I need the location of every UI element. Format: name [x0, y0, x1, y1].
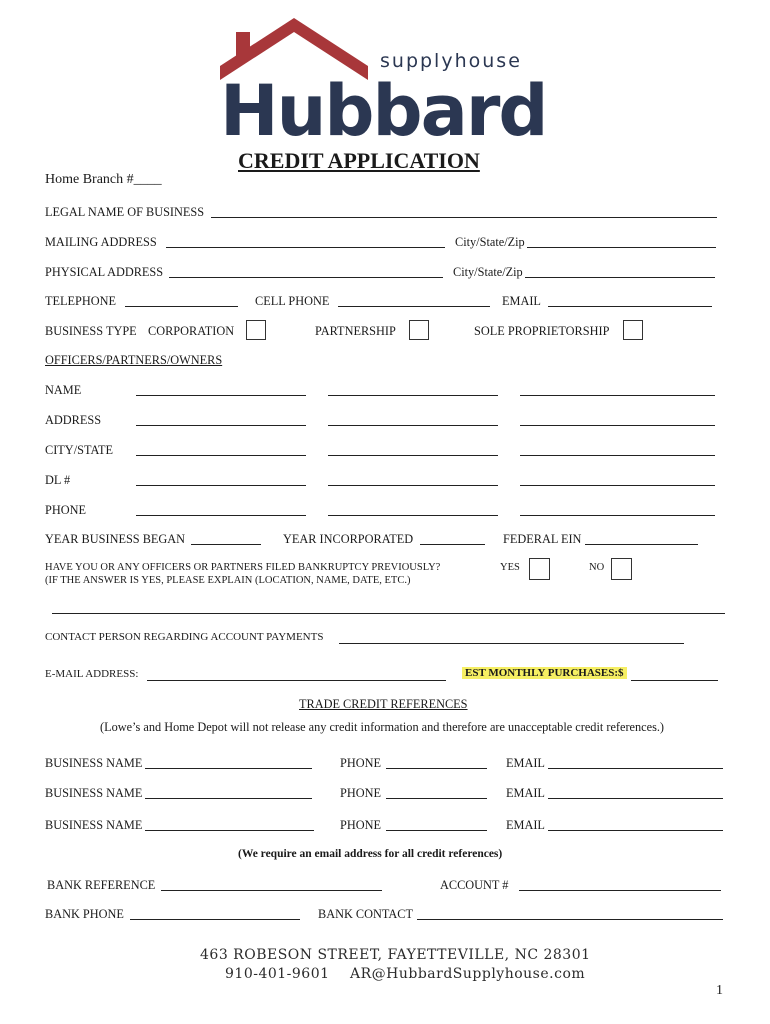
- contact-email-label: E-MAIL ADDRESS:: [45, 668, 139, 680]
- home-branch-label: Home Branch #____: [45, 172, 162, 187]
- officer-address-field-2[interactable]: [328, 425, 498, 426]
- footer-phone: 910-401-9601: [225, 966, 330, 982]
- contact-person-field[interactable]: [339, 643, 684, 644]
- trade-refs-heading: TRADE CREDIT REFERENCES: [299, 697, 468, 711]
- telephone-field[interactable]: [125, 306, 238, 307]
- federal-ein-field[interactable]: [585, 544, 698, 545]
- logo-brand: Hubbard: [220, 70, 547, 152]
- contact-email-field[interactable]: [147, 680, 446, 681]
- bank-contact-label: BANK CONTACT: [318, 907, 414, 921]
- footer-address: 463 ROBESON STREET, FAYETTEVILLE, NC 28301: [200, 947, 591, 963]
- footer-email: AR@HubbardSupplyhouse.com: [350, 966, 586, 982]
- sole-proprietorship-checkbox[interactable]: [623, 320, 643, 340]
- bank-reference-label: BANK REFERENCE: [47, 878, 156, 892]
- bank-phone-field[interactable]: [130, 919, 300, 920]
- officer-city-field-2[interactable]: [328, 455, 498, 456]
- email-field[interactable]: [548, 306, 712, 307]
- ref-business-name-label-3: BUSINESS NAME: [45, 818, 143, 832]
- logo-tagline: supplyhouse: [380, 50, 522, 72]
- company-logo: [220, 18, 550, 152]
- officer-dl-field-3[interactable]: [520, 485, 715, 486]
- account-number-label: ACCOUNT #: [440, 878, 509, 892]
- officer-phone-label: PHONE: [45, 503, 86, 517]
- officer-name-field-3[interactable]: [520, 395, 715, 396]
- partnership-label: PARTNERSHIP: [315, 324, 396, 338]
- bankruptcy-explanation-field[interactable]: [52, 613, 725, 614]
- officer-city-label: CITY/STATE: [45, 443, 114, 457]
- officer-address-field-3[interactable]: [520, 425, 715, 426]
- bank-contact-field[interactable]: [417, 919, 723, 920]
- email-label: EMAIL: [502, 294, 541, 308]
- est-purchases-label: EST MONTHLY PURCHASES:$: [462, 667, 627, 679]
- officer-phone-field-3[interactable]: [520, 515, 715, 516]
- bank-phone-label: BANK PHONE: [45, 907, 124, 921]
- bank-reference-field[interactable]: [161, 890, 382, 891]
- mailing-address-label: MAILING ADDRESS: [45, 235, 157, 249]
- ref-business-name-label-2: BUSINESS NAME: [45, 786, 143, 800]
- mailing-address-field[interactable]: [166, 247, 445, 248]
- ref-phone-label-3: PHONE: [340, 818, 381, 832]
- officer-dl-label: DL #: [45, 473, 71, 487]
- ref-email-field-3[interactable]: [548, 830, 723, 831]
- email-required-note: (We require an email address for all credit references): [238, 848, 503, 860]
- ref-business-name-label-1: BUSINESS NAME: [45, 756, 143, 770]
- officer-dl-field-1[interactable]: [136, 485, 306, 486]
- officers-heading: OFFICERS/PARTNERS/OWNERS: [45, 353, 223, 367]
- page-number: 1: [716, 983, 723, 998]
- bankruptcy-yes-checkbox[interactable]: [529, 558, 550, 580]
- officer-phone-field-2[interactable]: [328, 515, 498, 516]
- ref-phone-field-3[interactable]: [386, 830, 487, 831]
- bankruptcy-question: HAVE YOU OR ANY OFFICERS OR PARTNERS FILED BANKRUPTCY PREVIOUSLY?: [45, 562, 441, 573]
- year-incorporated-field[interactable]: [420, 544, 485, 545]
- officer-name-field-1[interactable]: [136, 395, 306, 396]
- account-number-field[interactable]: [519, 890, 721, 891]
- ref-business-name-field-2[interactable]: [145, 798, 312, 799]
- partnership-checkbox[interactable]: [409, 320, 429, 340]
- corporation-checkbox[interactable]: [246, 320, 266, 340]
- physical-address-field[interactable]: [169, 277, 443, 278]
- ref-phone-label-1: PHONE: [340, 756, 381, 770]
- telephone-label: TELEPHONE: [45, 294, 117, 308]
- cell-phone-field[interactable]: [338, 306, 490, 307]
- legal-name-field[interactable]: [211, 217, 717, 218]
- year-incorporated-label: YEAR INCORPORATED: [283, 532, 414, 546]
- ref-email-field-2[interactable]: [548, 798, 723, 799]
- ref-email-label-2: EMAIL: [506, 786, 545, 800]
- cell-phone-label: CELL PHONE: [255, 294, 330, 308]
- contact-person-label: CONTACT PERSON REGARDING ACCOUNT PAYMENTS: [45, 631, 324, 643]
- officer-city-field-1[interactable]: [136, 455, 306, 456]
- officer-phone-field-1[interactable]: [136, 515, 306, 516]
- ref-phone-field-1[interactable]: [386, 768, 487, 769]
- officer-name-field-2[interactable]: [328, 395, 498, 396]
- business-type-label: BUSINESS TYPE: [45, 324, 137, 338]
- physical-city-field[interactable]: [525, 277, 715, 278]
- est-purchases-field[interactable]: [631, 680, 718, 681]
- officer-dl-field-2[interactable]: [328, 485, 498, 486]
- year-began-field[interactable]: [191, 544, 261, 545]
- mailing-city-field[interactable]: [527, 247, 716, 248]
- ref-email-label-3: EMAIL: [506, 818, 545, 832]
- trade-refs-note: (Lowe’s and Home Depot will not release any credit information and therefore are unacceptable credit references.): [100, 720, 665, 734]
- bankruptcy-no-checkbox[interactable]: [611, 558, 632, 580]
- legal-name-label: LEGAL NAME OF BUSINESS: [45, 205, 205, 219]
- officer-address-field-1[interactable]: [136, 425, 306, 426]
- ref-phone-label-2: PHONE: [340, 786, 381, 800]
- corporation-label: CORPORATION: [148, 324, 235, 338]
- mailing-city-label: City/State/Zip: [455, 235, 525, 249]
- sole-proprietorship-label: SOLE PROPRIETORSHIP: [474, 324, 610, 338]
- bankruptcy-no-label: NO: [589, 562, 605, 573]
- bankruptcy-note: (IF THE ANSWER IS YES, PLEASE EXPLAIN (LOCATION, NAME, DATE, ETC.): [45, 575, 411, 586]
- ref-email-label-1: EMAIL: [506, 756, 545, 770]
- federal-ein-label: FEDERAL EIN: [503, 532, 582, 546]
- ref-business-name-field-1[interactable]: [145, 768, 312, 769]
- officer-city-field-3[interactable]: [520, 455, 715, 456]
- physical-address-label: PHYSICAL ADDRESS: [45, 265, 164, 279]
- page-title: CREDIT APPLICATION: [238, 148, 480, 173]
- ref-phone-field-2[interactable]: [386, 798, 487, 799]
- year-began-label: YEAR BUSINESS BEGAN: [45, 532, 186, 546]
- ref-business-name-field-3[interactable]: [145, 830, 314, 831]
- physical-city-label: City/State/Zip: [453, 265, 523, 279]
- bankruptcy-yes-label: YES: [500, 562, 520, 573]
- officer-name-label: NAME: [45, 383, 82, 397]
- officer-address-label: ADDRESS: [45, 413, 102, 427]
- ref-email-field-1[interactable]: [548, 768, 723, 769]
